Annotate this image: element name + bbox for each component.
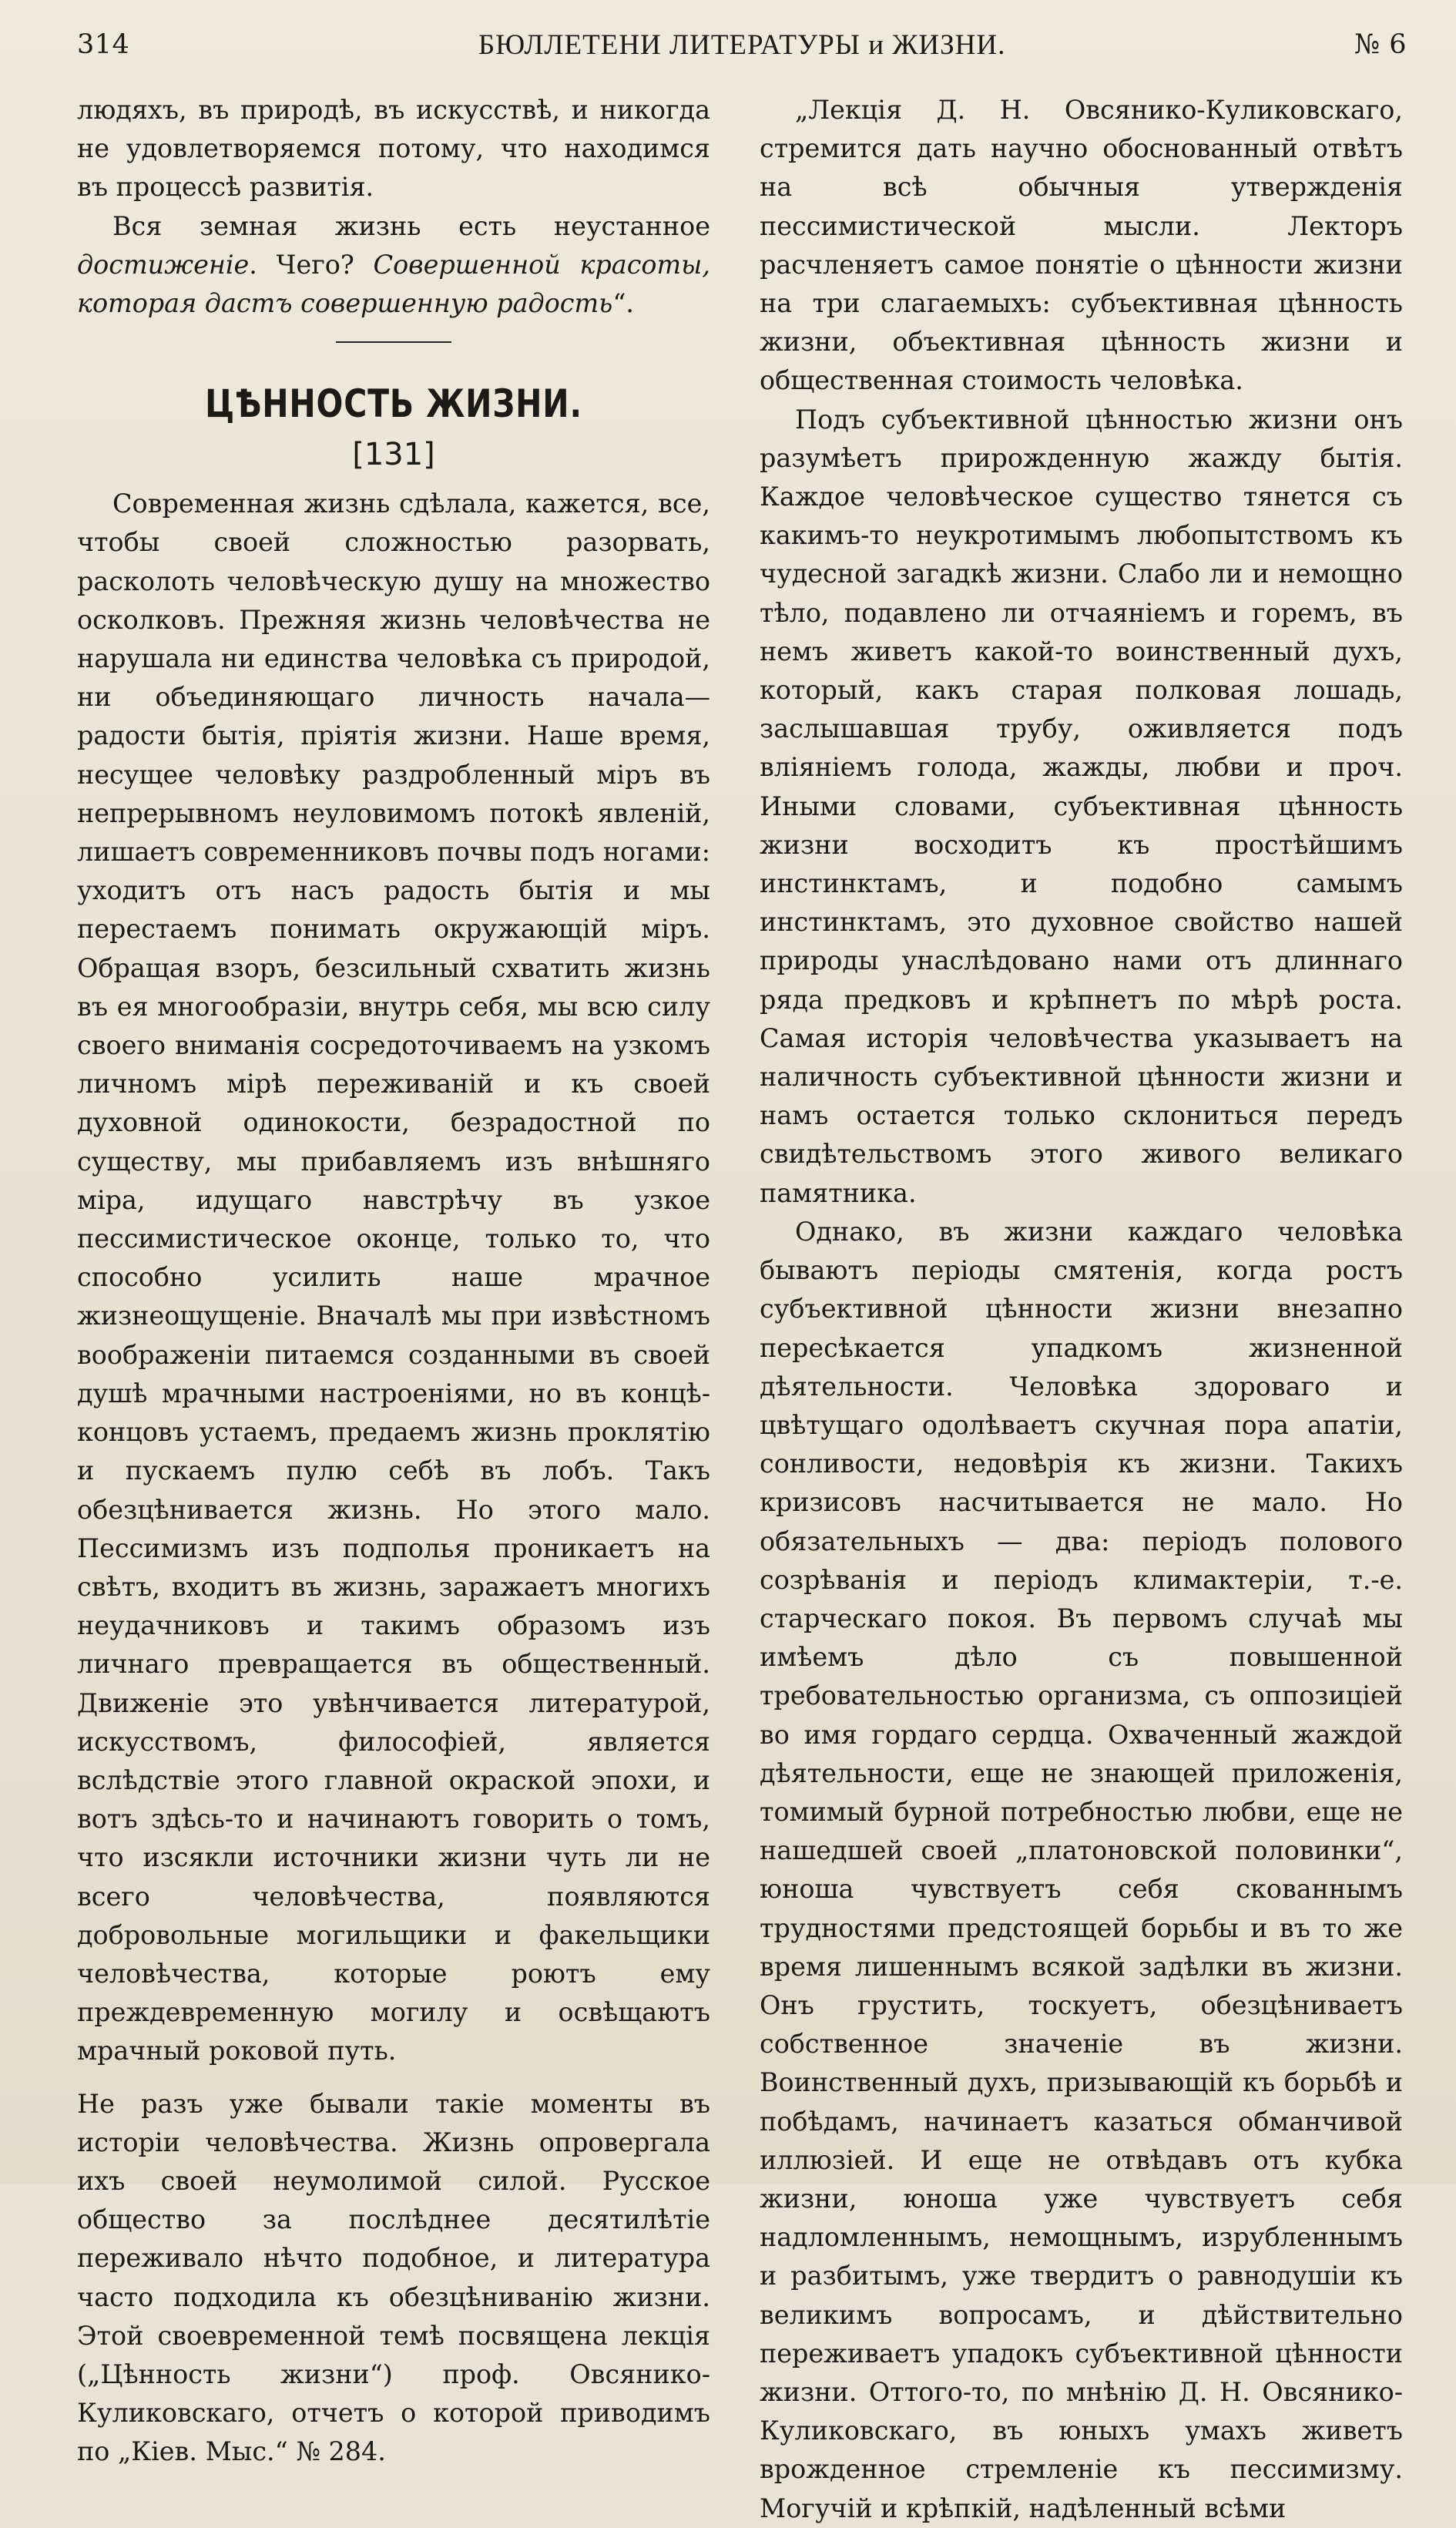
text-run: . Чего? (249, 249, 374, 280)
section-divider (336, 341, 451, 343)
paragraph: людяхъ, въ природѣ, въ искусствѣ, и никогда не удовлетворяемся потому, что находимся въ процессѣ развитія. (77, 95, 710, 203)
paragraph: Однако, въ жизни каждаго человѣка бываютъ періоды смятенія, когда ростъ субъективной цѣнности жизни внезапно пересѣкается упадкомъ жизненной дѣятельности. Человѣка здороваго и цвѣтущаго одолѣваетъ скучная пора апатіи, сонливости, недовѣрія къ жизни. Такихъ кризисовъ насчитывается не мало. Но обязательныхъ — два: періодъ полового созрѣванія и періодъ климактеріи, т.-е. старческаго покоя. Въ первомъ случаѣ мы имѣемъ дѣло съ повышенной требовательностью организма, съ оппозиціей во имя гордаго сердца. Охваченный жаждой дѣятельности, еще не знающей приложенія, томимый бурной потребностью любви, еще не нашедшей своей „платоновской половинки“, юноша чувствуетъ себя скованнымъ трудностями предстоящей борьбы и въ то же время лишеннымъ всякой задѣлки въ жизни. Онъ грустить, тоскуетъ, обезцѣниваетъ собственное значеніе въ жизни. Воинственный духъ, призывающій къ борьбѣ и побѣдамъ, начинаетъ казаться обманчивой иллюзіей. И еще не отвѣдавъ отъ кубка жизни, юноша уже чувствуетъ себя надломленнымъ, немощнымъ, изрубленнымъ и разбитымъ, уже твердитъ о равнодушіи къ великимъ вопросамъ, и дѣйствительно переживаетъ упадокъ субъективной цѣнности жизни. Оттого-то, по мнѣнію Д. Н. Овсянико-Куликовскаго, въ юныхъ умахъ живетъ врожденное стремленіе къ пессимизму. Могучій и крѣпкій, надѣленный всѣми (760, 1216, 1403, 2523)
left-column (77, 91, 710, 2467)
paragraph: Подъ субъективной цѣнностью жизни онъ разумѣетъ прирожденную жажду бытія. Каждое человѣческое существо тянется съ какимъ-то неукротимымъ любопытствомъ къ чудесной загадкѣ жизни. Слабо ли и немощно тѣло, подавлено ли отчаяніемъ и горемъ, въ немъ живетъ какой-то воинственный духъ, который, какъ старая полковая лошадь, заслышавшая трубу, оживляется подъ вліяніемъ голода, жажды, любви и проч. Иными словами, субъективная цѣнность жизни восходитъ къ простѣйшимъ инстинктамъ, и подобно самымъ инстинктамъ, это духовное свойство нашей природы унаслѣдовано нами отъ длиннаго ряда предковъ и крѣпнетъ по мѣрѣ роста. Самая исторія человѣчества указываетъ на наличность субъективной цѣнности жизни и намъ остается только склониться передъ свидѣтельствомъ этого живого великаго памятника. (760, 404, 1403, 1208)
paragraph: „Лекція Д. Н. Овсянико-Куликовскаго, стремится дать научно обоснованный отвѣтъ на всѣ обычныя утвержденія пессимистической мысли. Лекторъ расчленяетъ самое понятіе о цѣнности жизни на три слагаемыхъ: субъективная цѣнность жизни, объективная цѣнность жизни и общественная стоимость человѣка. (760, 95, 1403, 396)
italic-run: Совершенной красоты, которая дастъ совершенную радость (77, 249, 710, 319)
text-run: Вся земная жизнь есть неустанное (112, 210, 710, 241)
issue-number: № 6 (1354, 29, 1407, 60)
article-number: [131] (352, 437, 435, 473)
journal-title: БЮЛЛЕТЕНИ ЛИТЕРАТУРЫ и ЖИЗНИ. (478, 29, 1006, 61)
text-run: “. (612, 288, 635, 319)
paragraph: Современная жизнь сдѣлала, кажется, все, чтобы своей сложностью разорвать, расколоть человѣческую душу на множество осколковъ. Прежняя жизнь человѣчества не нарушала ни единства человѣка съ природой, ни объединяющаго личность начала—радости бытія, пріятія жизни. Наше время, несущее человѣку раздробленный міръ въ непрерывномъ неуловимомъ потокѣ явленій, лишаетъ современниковъ почвы подъ ногами: уходитъ отъ насъ радость бытія и мы перестаемъ понимать окружающій міръ. Обращая взоръ, безсильный схватить жизнь въ ея многообразіи, внутрь себя, мы всю силу своего вниманія сосредоточиваемъ на узкомъ личномъ мірѣ переживаній и къ своей духовной одинокости, безрадостной по существу, мы прибавляемъ изъ внѣшняго міра, идущаго навстрѣчу въ узкое пессимистическое оконце, только то, что способно усилить наше мрачное жизнеощущеніе. Вначалѣ мы при извѣстномъ воображеніи питаемся созданными въ своей душѣ мрачными настроеніями, но въ концѣ-концовъ устаемъ, предаемъ жизнь проклятію и пускаемъ пулю себѣ въ лобъ. Такъ обезцѣнивается жизнь. Но этого мало. Пессимизмъ изъ подполья проникаетъ на свѣтъ, входитъ въ жизнь, заражаетъ многихъ неудачниковъ и такимъ образомъ изъ личнаго превращается въ общественный. Движеніе это увѣнчивается литературой, искусствомъ, философіей, является вслѣдствіе этого главной окраской эпохи, и вотъ здѣсь-то и начинаютъ говорить о томъ, что изсякли источники жизни чуть ли не всего человѣчества, появляются добровольные могильщики и факельщики человѣчества, которые роютъ ему преждевременную могилу и освѣщаютъ мрачный роковой путь. (77, 488, 710, 2066)
page-number: 314 (77, 29, 130, 60)
running-header (77, 22, 1407, 68)
right-column (760, 91, 1403, 2523)
paragraph: Не разъ уже бывали такіе моменты въ исторіи человѣчества. Жизнь опровергала ихъ своей неумолимой силой. Русское общество за послѣднее десятилѣтіе переживало нѣчто подобное, и литература часто подходила къ обезцѣниванію жизни. Этой своевременной темѣ посвящена лекція („Цѣнность жизни“) проф. Овсянико-Куликовскаго, отчетъ о которой приводимъ по „Кіев. Мыс.“ № 284. (77, 2088, 710, 2467)
article-title: ЦѢННОСТЬ ЖИЗНИ. (205, 381, 582, 427)
italic-run: достиженіе (77, 249, 250, 280)
paragraph-conclusion (77, 207, 710, 324)
